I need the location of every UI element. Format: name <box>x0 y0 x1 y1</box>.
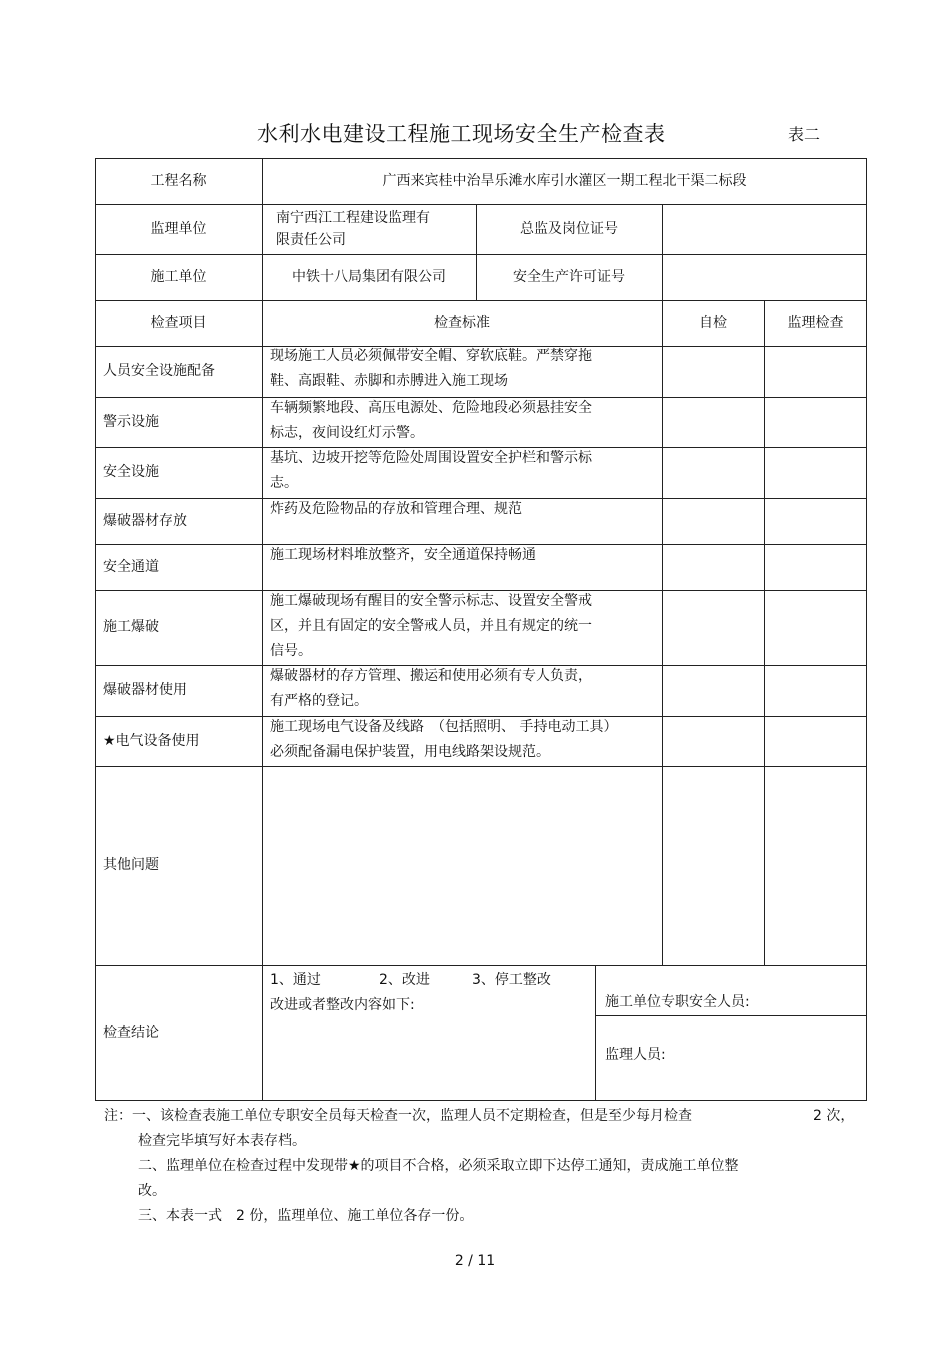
standard-line: 基坑、边坡开挖等危险处周围设置安全护栏和警示标 <box>270 450 592 466</box>
standard-line: 标志，夜间设红灯示警。 <box>270 425 424 441</box>
row-item-label: 安全通道 <box>103 558 159 575</box>
note-2-cont: 改。 <box>138 1183 166 1199</box>
standard-line: 施工现场材料堆放整齐，安全通道保持畅通 <box>270 547 536 563</box>
supervisor-staff-label: 监理人员: <box>605 1046 666 1063</box>
header-supervision-check: 监理检查 <box>787 314 844 331</box>
standard-line: 区，并且有固定的安全警戒人员，并且有规定的统一 <box>270 618 592 634</box>
standard-line: 现场施工人员必须佩带安全帽、穿软底鞋。严禁穿拖 <box>270 348 592 364</box>
safety-officer-label: 施工单位专职安全人员: <box>605 994 750 1010</box>
project-name-value: 广西来宾桂中治旱乐滩水库引水灌区一期工程北干渠二标段 <box>382 172 747 189</box>
contractor-label: 施工单位 <box>150 268 207 285</box>
standard-line: 爆破器材的存方管理、搬运和使用必须有专人负责， <box>270 668 592 684</box>
contractor-value: 中铁十八局集团有限公司 <box>292 268 446 285</box>
row-item-label: 人员安全设施配备 <box>103 363 215 379</box>
option-pass[interactable]: 1、通过 <box>270 972 321 988</box>
project-name-label: 工程名称 <box>150 172 207 189</box>
row-item-label: 爆破器材使用 <box>103 682 187 698</box>
note-1-cont: 检查完毕填写好本表存档。 <box>138 1133 306 1149</box>
improvement-content-label: 改进或者整改内容如下: <box>270 997 415 1013</box>
standard-line: 施工现场电气设备及线路 （包括照明、 手持电动工具） <box>270 719 618 735</box>
row-item-label: 施工爆破 <box>103 619 159 635</box>
standard-line: 鞋、高跟鞋、赤脚和赤膊进入施工现场 <box>270 373 508 389</box>
header-item: 检查项目 <box>150 314 207 331</box>
page-indicator: 2 / 11 <box>454 1253 496 1269</box>
other-issues-label: 其他问题 <box>103 857 159 873</box>
chief-certificate-label: 总监及岗位证号 <box>520 220 618 237</box>
standard-line: 信号。 <box>270 643 312 659</box>
row-item-label: ★电气设备使用 <box>103 732 200 749</box>
row-item-label: 爆破器材存放 <box>103 512 187 529</box>
standard-line: 志。 <box>270 475 298 491</box>
option-stop-work[interactable]: 3、停工整改 <box>472 972 551 988</box>
note-2: 二、监理单位在检查过程中发现带★的项目不合格，必须采取立即下达停工通知，责成施工单位整 <box>138 1158 739 1174</box>
safety-license-label: 安全生产许可证号 <box>513 268 625 285</box>
standard-line: 有严格的登记。 <box>270 693 368 709</box>
standard-line: 车辆频繁地段、高压电源处、危险地段必须悬挂安全 <box>270 400 592 416</box>
option-improve[interactable]: 2、改进 <box>379 972 430 988</box>
note-1-count: 2 次， <box>813 1108 855 1124</box>
note-1: 注：一、该检查表施工单位专职安全员每天检查一次，监理人员不定期检查，但是至少每月检查 <box>104 1108 692 1124</box>
header-self-check: 自检 <box>699 314 727 331</box>
note-3: 三、本表一式 2 份，监理单位、施工单位各存一份。 <box>138 1208 474 1224</box>
header-standard: 检查标准 <box>434 314 490 331</box>
standard-line: 必须配备漏电保护装置，用电线路架设规范。 <box>270 744 550 760</box>
table-number: 表二 <box>788 125 821 144</box>
supervisor-unit-line: 限责任公司 <box>276 232 346 248</box>
conclusion-label: 检查结论 <box>103 1024 159 1041</box>
standard-line: 施工爆破现场有醒目的安全警示标志、设置安全警戒 <box>270 593 592 609</box>
form-title: 水利水电建设工程施工现场安全生产检查表 <box>257 122 666 146</box>
row-item-label: 安全设施 <box>103 464 159 480</box>
row-item-label: 警示设施 <box>103 413 159 430</box>
supervisor-unit-label: 监理单位 <box>150 220 207 237</box>
supervisor-unit-line: 南宁西江工程建设监理有 <box>276 210 430 226</box>
standard-line: 炸药及危险物品的存放和管理合理、规范 <box>270 501 522 517</box>
